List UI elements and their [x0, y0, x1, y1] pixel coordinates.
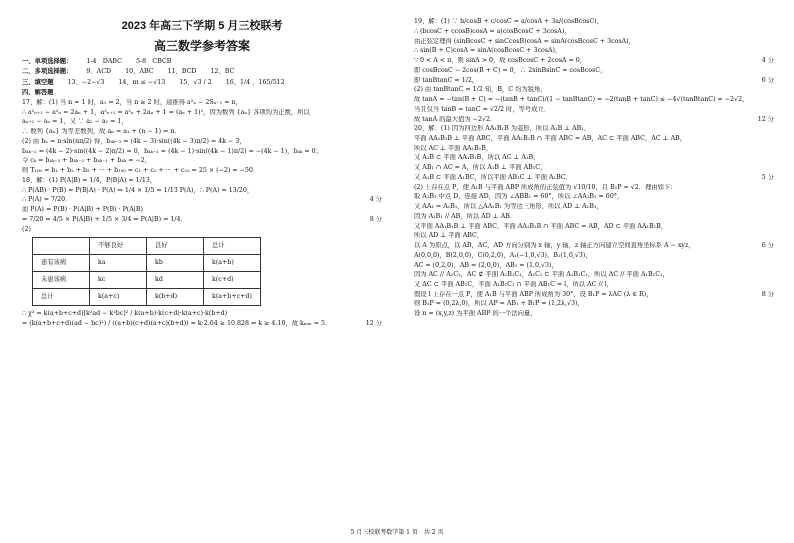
left-solution-line	[22, 128, 382, 136]
right-solution-text: 假设 l 上存在一点 P，使 A₁B 与平面 ABP 所成角为 30°，设 B₁P = λAC (λ ∈ R)，	[414, 290, 653, 298]
right-solution-line	[414, 135, 774, 143]
right-solution-line	[414, 252, 774, 260]
table-cell: ka	[90, 255, 147, 272]
left-solution-line	[22, 167, 382, 175]
left-solution-text: b₄ₖ₋₂ = (4k − 2)·sin((4k − 2)π/2) = 0，b₄ₖ₋₁ = (4k − 1)·sin((4k − 1)π/2) = −(4k − 1)，b₄ₖ = 0；	[22, 147, 322, 155]
left-tail-text: = (k(a+b+c+d)(ad − bc)²) / ((a+b)(c+d)(a+c)(b+d)) = k·2.64 ≥ 10.828 ⇒ k ≥ 4.10，故 kₘᵢₙ = 5．	[22, 319, 332, 327]
left-solution-line	[22, 196, 382, 204]
right-solution-text: (2) 上存在点 P，使 A₁B 与平面 ABP 所成角的正弦值为 √10/10，且 B₁P = √2．理由如下：	[414, 183, 677, 191]
right-solution-line	[414, 96, 774, 104]
single-choice-label: 一、单项选择题：	[22, 57, 73, 65]
left-solution-score: 4 分	[369, 196, 382, 204]
right-solution-text: 又 A₁B ⊂ 平面 A₁BC，所以平面 AB₁C ⊥ 平面 A₁BC．	[414, 173, 572, 181]
table-row	[33, 289, 261, 306]
essay-section-label: 四、解答题	[22, 89, 54, 97]
table-cell: 未患该病	[33, 272, 90, 289]
table-cell: k(c+d)	[204, 272, 261, 289]
fill-blank-a: 13、−2−√3	[67, 78, 105, 86]
right-solution-lines	[414, 18, 774, 318]
table-cell: 总计	[33, 289, 90, 306]
right-solution-score: 5 分	[761, 173, 774, 181]
right-solution-score: 6 分	[761, 76, 774, 84]
right-solution-line	[414, 310, 774, 318]
page-footer: 5 月三校联考数学第 1 页 共 2 页	[350, 529, 444, 536]
document-title: 2023 年高三下学期 5 月三校联考	[121, 20, 283, 32]
left-solution-line	[22, 99, 382, 107]
right-solution-text: 又 AA₁ = A₁B₁，所以 △AA₁B₁ 为等边三角形，所以 AD ⊥ A₁B₁，	[414, 203, 603, 211]
right-solution-text: 又平面 AA₁B₁B ⊥ 平面 ABC，平面 AA₁B₁B ∩ 平面 ABC = AB，AD ⊂ 平面 AA₁B₁B，	[414, 222, 668, 230]
left-solution-text: aₙ₊₁ − aₙ = 1，又 ∵ a₂ − a₁ = 1，	[22, 118, 128, 126]
right-solution-text: ∴ sin(B + C)cosA = sinA(cosBcosC + 3cosA)，	[414, 47, 562, 55]
right-solution-text: 即 cosBcosC − 2cos(B + C) = 0，∴ 2sinBsinC = cosBcosC，	[414, 66, 607, 74]
left-solution-line	[22, 157, 382, 165]
right-solution-text: 又 A₁B ⊂ 平面 AA₁B₁B，所以 AC ⊥ A₁B，	[414, 154, 540, 162]
left-solution-text: ⇒ 7/20 = 4/5 × P(A|B) + 1/5 × 3/4 ⇒ P(A|B) = 1/4．	[22, 215, 187, 223]
right-solution-text: 所以 AC ⊥ 平面 AA₁B₁B，	[414, 144, 493, 152]
fill-blank-c: 15、√3 / 2	[179, 78, 212, 86]
left-solution-line	[22, 109, 382, 117]
right-solution-line	[414, 291, 774, 299]
table-label: (2)	[22, 225, 31, 233]
right-solution-text: A(0,0,0)，B(2,0,0)，C(0,2,0)，A₁(−1,0,√3)，B₁(1,0,√3)，	[414, 251, 592, 259]
right-solution-text: 20、解：(1) 因为四边形 AA₁B₁B 为菱形，所以 A₁B ⊥ AB₁，	[414, 125, 591, 133]
left-solution-tail	[22, 310, 382, 327]
left-solution-line	[22, 148, 382, 156]
right-solution-line	[414, 281, 774, 289]
left-solution-text: ∴ 数列 {aₙ} 为等差数列，故 aₙ = a₁ + (n − 1) = n．	[22, 128, 181, 136]
right-solution-line	[414, 242, 774, 250]
right-solution-line	[414, 18, 774, 26]
right-solution-text: ∵ 0 < A < π，则 sinA > 0，故 cosBcosC + 2cosA = 0，	[414, 57, 587, 65]
multi-choice-d: 12、BC	[210, 68, 235, 76]
left-solution-line	[22, 206, 382, 214]
right-solution-text: 以 A 为原点，以 AB，AC，AD 方向分别为 x 轴，y 轴，z 轴正方向建立空间直角坐标系 A − xyz，	[414, 242, 695, 250]
left-solution-text: ∴ P(ĀB̄) · P(B̄) = P(B̄|Ā) · P(Ā) ⇒ 1/4 × 1/5 = 1/13 P(Ā)，∴ P(Ā) = 13/20，	[22, 186, 254, 194]
left-solution-line	[22, 216, 382, 224]
fill-blank-d: 16、1/4 ，165/512	[225, 78, 285, 86]
right-solution-text: 平面 AA₁B₁B ⊥ 平面 ABC，平面 AA₁B₁B ∩ 平面 ABC = AB，AC ⊂ 平面 ABC，AC ⊥ AB，	[414, 135, 687, 142]
right-solution-line	[414, 184, 774, 192]
right-solution-text: 因为 AC // A₁C₁，AC ⊄ 平面 A₁B₁C₁，A₁C₁ ⊂ 平面 A₁B₁C₁，所以 AC // 平面 A₁B₁C₁，	[414, 271, 669, 279]
multi-choice-label: 二、多项选择题：	[22, 68, 73, 76]
right-solution-text: 故 tanA 的最大值为 −2√2．	[414, 115, 497, 123]
fill-blank-label: 三、填空题	[22, 78, 54, 86]
table-cell: kb	[147, 255, 204, 272]
table-cell: 患有该病	[33, 255, 90, 272]
fill-blank-b: 14、m ≤ −√13	[118, 78, 166, 86]
table-cell: kc	[90, 272, 147, 289]
right-solution-line	[414, 106, 774, 114]
right-solution-text: 由正弦定理得 (sinBcosC + sinCcosB)cosA = sinA(cosBcosC + 3cosA)，	[414, 37, 635, 45]
right-solution-text: AC = (0,2,0)，AB = (2,0,0)，AB₁ = (1,0,√3)，	[414, 261, 558, 269]
right-solution-line	[414, 28, 774, 36]
multi-choice-b: 10、ABC	[125, 68, 154, 76]
right-solution-line	[414, 223, 774, 231]
contingency-table	[32, 237, 261, 306]
right-solution-line	[414, 174, 774, 182]
table-header-row	[33, 238, 261, 255]
right-solution-line	[414, 271, 774, 279]
right-solution-text: (2) 由 tanBtanC = 1/2 知，B，C 均为锐角，	[414, 86, 547, 94]
left-solution-lines	[22, 99, 382, 223]
single-choice-answers	[22, 58, 382, 66]
left-solution-line	[22, 177, 382, 185]
right-solution-text: 因为 A₁B₁ // AB，所以 AD ⊥ AB．	[414, 212, 517, 220]
left-solution-text: 17、解：(1) 当 n = 1 时，a₁ = 2，当 n ≥ 2 时，递推得 a²ₙ − 2Sₙ₋₁ = n，	[22, 98, 242, 106]
table-cell: k(a+b+c+d)	[204, 289, 261, 306]
right-solution-line	[414, 77, 774, 85]
left-solution-text: ∴ P(A) = 7/20．	[22, 196, 72, 204]
table-cell	[33, 238, 90, 255]
left-solution-text: 而 P(A) = P(B) · P(A|B) + P(B̄) · P(A|B̄)	[22, 206, 144, 214]
left-column	[22, 0, 382, 330]
right-solution-line	[414, 145, 774, 153]
right-solution-line	[414, 125, 774, 133]
right-solution-text: 所以 AD ⊥ 平面 ABC，	[414, 232, 484, 240]
table-cell: k(a+b)	[204, 255, 261, 272]
left-solution-text: 18、解：(1) P(Ā|B̄) = 1/4，P(B̄|Ā) = 1/13，	[22, 176, 157, 184]
right-solution-line	[414, 164, 774, 172]
table-cell: k(a+c)	[90, 289, 147, 306]
right-solution-text: 则 B₁P = (0,2λ,0)，所以 AP = AB₁ + B₁P = (1,2λ,√3)，	[414, 300, 584, 308]
right-solution-text: ∴ (bcosC + ccosB)cosA = a(cosBcosC + 3cosA)，	[414, 27, 571, 35]
table-cell: 良好	[147, 238, 204, 255]
right-solution-score: 12 分	[757, 115, 774, 123]
right-solution-line	[414, 38, 774, 46]
table-cell: 不够良好	[90, 238, 147, 255]
multi-choice-c: 11、BCD	[167, 68, 197, 76]
right-solution-line	[414, 213, 774, 221]
right-solution-text: 又 AB₁ ∩ AC = A，所以 A₁B ⊥ 平面 AB₁C，	[414, 164, 547, 172]
right-solution-line	[414, 116, 774, 124]
left-tail-line	[22, 310, 382, 318]
left-tail-line	[22, 320, 382, 328]
right-solution-line	[414, 232, 774, 240]
left-solution-line	[22, 187, 382, 195]
right-solution-line	[414, 154, 774, 162]
multi-choice-answers	[22, 68, 382, 76]
right-solution-line	[414, 262, 774, 270]
table-row	[33, 255, 261, 272]
table-row	[33, 272, 261, 289]
left-solution-score: 8 分	[369, 215, 382, 223]
right-solution-text: 取 A₁B₁ 中点 D，连接 AD，因为 ∠ABB₁ = 60°，所以 ∠AA₁B₁ = 60°，	[414, 193, 624, 201]
left-solution-text: (2) 由 bₙ = n·sin(nπ/2) 得，b₄ₖ₋₃ = (4k − 3)·sin((4k − 3)π/2) = 4k − 3，	[22, 137, 246, 145]
right-solution-score: 4 分	[761, 57, 774, 65]
right-solution-text: 当且仅当 tanB = tanC = √2/2 时，等号成立．	[414, 105, 551, 113]
table-cell: kd	[147, 272, 204, 289]
document-subtitle: 高三数学参考答案	[153, 39, 250, 54]
right-solution-line	[414, 67, 774, 75]
left-solution-text: 则 T₁₀₀ = b₁ + b₂ + b₃ + ··· + b₁₀₀ = c₁ + c₂ + ··· + c₂₅ = 25 × (−2) = −50．	[22, 167, 260, 175]
right-column	[414, 16, 774, 320]
right-solution-text: 故 tanA = −tan(B + C) = −(tanB + tanC)/(1 − tanBtanC) = −2(tanB + tanC) ≤ −4√(tanBtanC) = −2√2，	[414, 96, 749, 104]
right-solution-score: 8 分	[761, 290, 774, 298]
right-solution-line	[414, 57, 774, 65]
multi-choice-a: 9、ACD	[86, 68, 112, 76]
left-tail-text: ∴ χ² = k(a+b+c+d)[k²ad − k²bc]² / k(a+b)·k(c+d)·k(a+c)·k(b+d)	[22, 310, 228, 318]
left-solution-line	[22, 138, 382, 146]
right-solution-text: 即 tanBtanC = 1/2，	[414, 76, 479, 84]
right-solution-line	[414, 203, 774, 211]
right-solution-text: 设 n = (x,y,z) 为平面 ABP 的一个法向量，	[414, 310, 537, 318]
right-solution-line	[414, 300, 774, 308]
left-tail-score: 12 分	[365, 319, 382, 327]
right-solution-text: 又 AC ⊂ 平面 AB₁C，平面 A₁B₁C₁ ∩ 平面 AB₁C = l，所以 AC // l，	[414, 281, 614, 289]
fill-blank-answers	[22, 79, 382, 87]
right-solution-line	[414, 86, 774, 94]
left-solution-line	[22, 118, 382, 126]
right-solution-line	[414, 193, 774, 201]
table-cell: k(b+d)	[147, 289, 204, 306]
right-solution-text: 19、解：(1) ∵ b/cosB + c/cosC = a/cosA + 3a/(cosBcosC)，	[414, 18, 603, 26]
table-cell: 总计	[204, 238, 261, 255]
left-solution-text: 令 cₖ = b₄ₖ₋₃ + b₄ₖ₋₂ + b₄ₖ₋₁ + b₄ₖ = −2，	[22, 157, 152, 165]
single-choice-b: 5-8 CBCB	[135, 57, 172, 65]
left-solution-text: ∴ a²ₙ₊₁ − a²ₙ = 2aₙ + 1，a²ₙ₊₁ = a²ₙ + 2aₙ + 1 = (aₙ + 1)²，因为数列 {aₙ} 各项均为正数，所以	[22, 108, 310, 116]
right-solution-score: 6 分	[761, 242, 774, 250]
single-choice-a: 1-4 DABC	[86, 57, 122, 65]
right-solution-line	[414, 47, 774, 55]
